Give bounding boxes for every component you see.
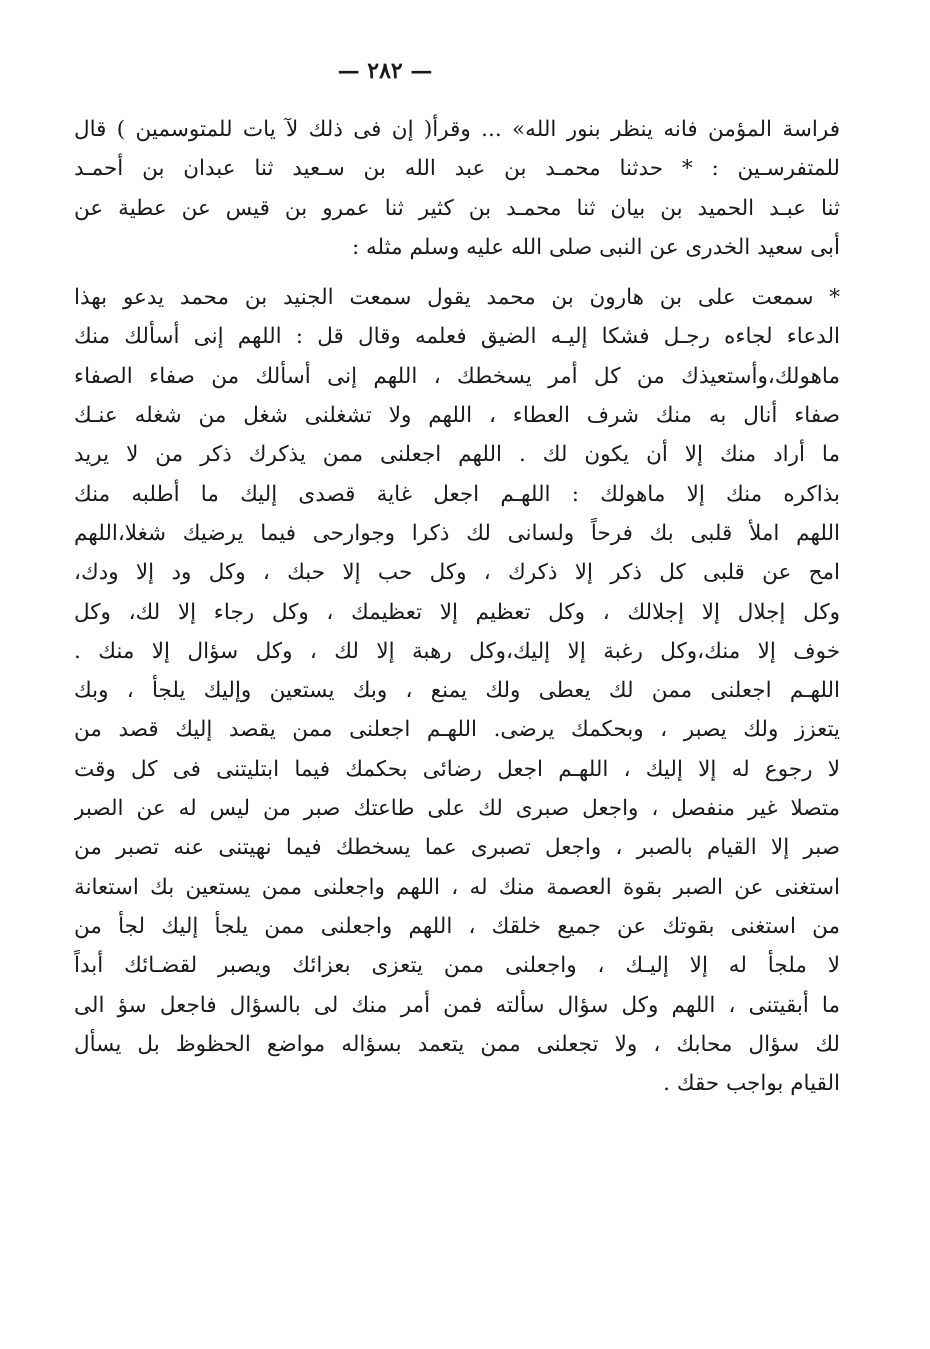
text-line: ما أبقيتنى ، اللهم وكل سؤال سألته فمن أمر منك لى بالسؤال فاجعل سؤ الى: [74, 992, 840, 1018]
text-line: بذاكره منك إلا ماهولك : اللهـم اجعل غاية قصدى إليك ما أطلبه منك: [74, 481, 840, 507]
text-line: ما أراد منك إلا أن يكون لك . اللهم اجعلنى ممن يذكرك ذكر من لا يريد: [74, 442, 840, 468]
text-line: من استغنى بقوتك عن جميع خلقك ، اللهم واجعلنى ممن يلجأ إليك لجأ من: [74, 913, 840, 939]
text-line: ثنا عبـد الحميد بن بيان ثنا محمـد بن كثير ثنا عمرو بن قيس عن عطية عن: [74, 195, 840, 221]
text-line: صفاء أنال به منك شرف العطاء ، اللهم ولا تشغلنى شغل من شغله عنـك: [74, 403, 840, 429]
page-number: — ٢٨٢ —: [337, 58, 433, 84]
text-line: الدعاء لجاءه رجـل فشكا إليـه الضيق فعلمه وقال قل : اللهم إنى أسألك منك: [74, 324, 840, 350]
text-line: وكل إجلال إلا إجلالك ، وكل تعظيم إلا تعظيمك ، وكل رجاء إلا لك، وكل: [74, 599, 840, 625]
text-line: لك سؤال محابك ، ولا تجعلنى ممن يتعمد بسؤاله مواضع الحظوظ بل يسأل: [74, 1031, 840, 1057]
text-line: القيام بواجب حقك .: [663, 1071, 840, 1097]
text-line: يتعزز ولك يصبر ، وبحكمك يرضى. اللهـم اجعلنى ممن يقصد إليك قصد من: [74, 717, 840, 743]
paragraph-spacer: [74, 267, 840, 278]
text-line: * سمعت على بن هارون بن محمد يقول سمعت الجنيد بن محمد يدعو بهذا: [74, 285, 840, 311]
text-line: ماهولك،وأستعيذك من كل أمر يسخطك ، اللهم إنى أسألك من صفاء الصفاء: [74, 363, 840, 389]
text-line: خوف إلا منك،وكل رغبة إلا إليك،وكل رهبة إلا لك ، وكل سؤال إلا منك .: [74, 638, 840, 664]
text-line: لا ملجأ له إلا إليـك ، واجعلنى ممن يتعزى بعزائك ويصبر لقضـائك أبداً: [74, 953, 840, 979]
text-line: امح عن قلبى كل ذكر إلا ذكرك ، وكل حب إلا حبك ، وكل ود إلا ودك،: [74, 560, 840, 586]
text-line: فراسة المؤمن فانه ينظر بنور الله» ... وقرأ( إن فى ذلك لآ يات للمتوسمين ) قال: [74, 117, 840, 142]
text-line: اللهم املأ قلبى بك فرحاً ولسانى لك ذكرا وجوارحى فيما يرضيك شغلا،اللهم: [74, 520, 840, 546]
text-line: لا رجوع له إلا إليك ، اللهـم اجعل رضائى بحكمك فيما ابتليتنى فى كل وقت: [74, 756, 840, 782]
text-line: متصلا غير منفصل ، واجعل صبرى لك على طاعتك صبر من ليس له عن الصبر: [74, 796, 840, 822]
paragraph-1: [74, 110, 840, 267]
body-text: [74, 110, 840, 1103]
text-line: اللهـم اجعلنى ممن لك يعطى ولك يمنع ، وبك يستعين وإليك يلجأ ، وبك: [74, 678, 840, 704]
paragraph-2: [74, 278, 840, 1103]
text-line: أبى سعيد الخدرى عن النبى صلى الله عليه وسلم مثله :: [351, 234, 840, 260]
text-line: للمتفرسـين : * حدثنا محمـد بن عبد الله بن سـعيد ثنا عبدان بن أحمـد: [74, 156, 840, 182]
text-line: صبر إلا القيام بالصبر ، واجعل تصبرى عما يسخطك فيما نهيتنى عنه تصبر من: [74, 835, 840, 861]
text-line: استغنى عن الصبر بقوة العصمة منك له ، اللهم واجعلنى ممن يستعين بك استعانة: [74, 874, 840, 900]
